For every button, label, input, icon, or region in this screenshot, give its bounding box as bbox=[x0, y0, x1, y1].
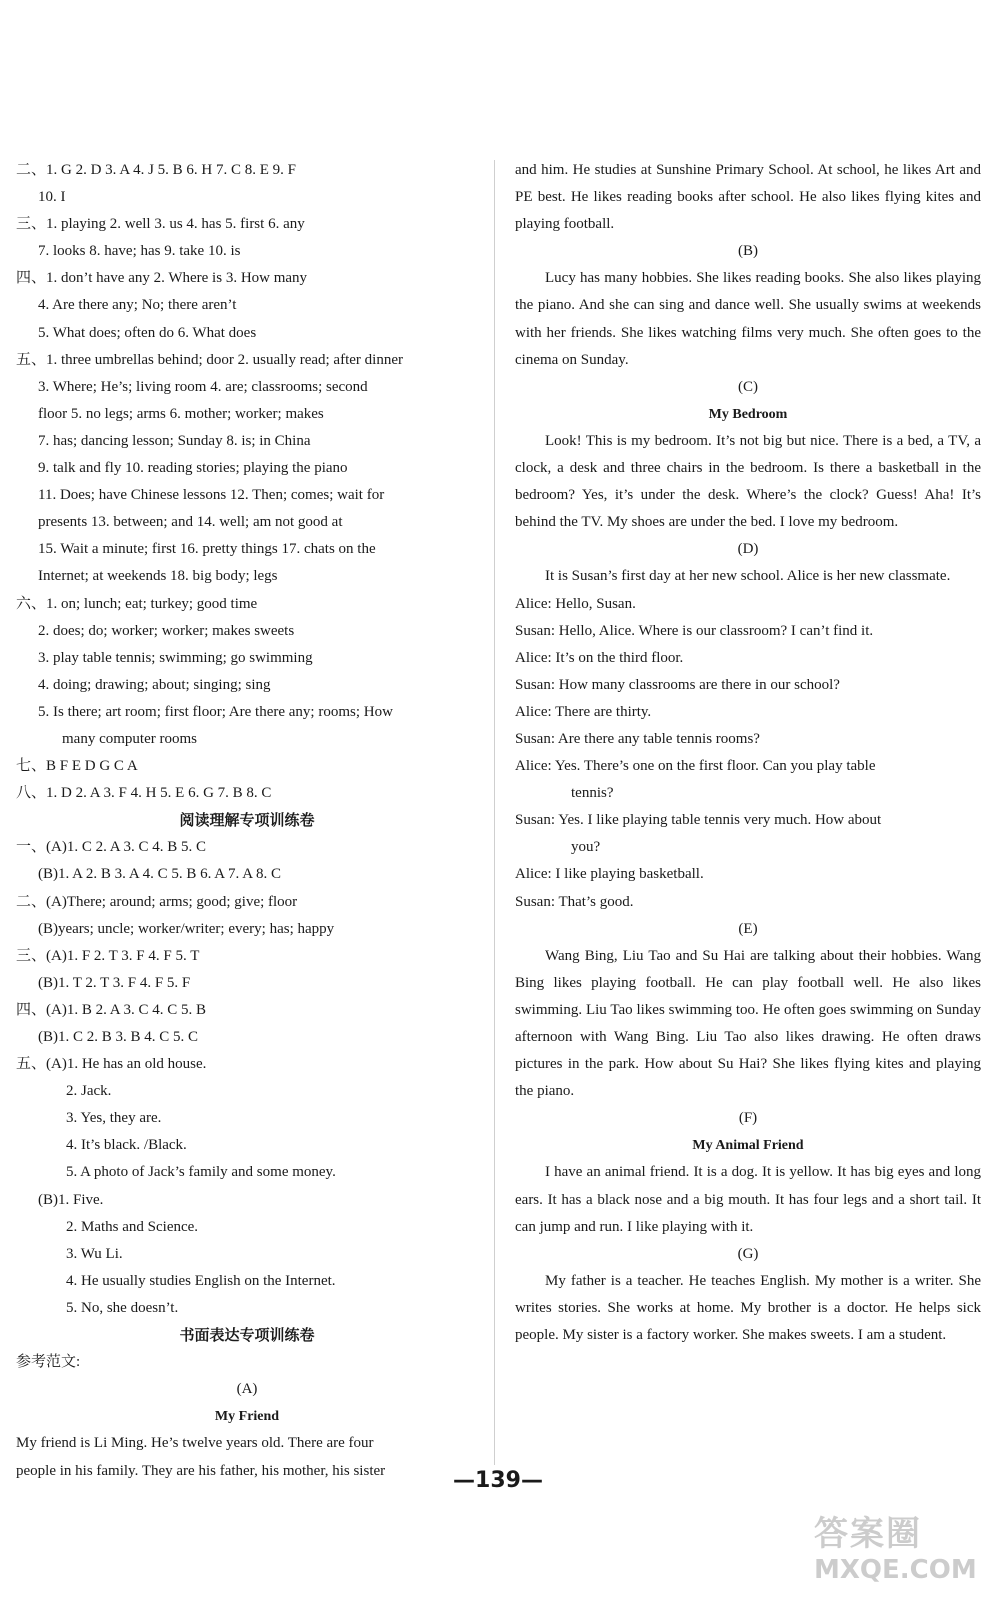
answer-line: 三、(A)1. F 2. T 3. F 4. F 5. T bbox=[16, 947, 200, 964]
left-column bbox=[16, 157, 478, 1485]
dialogue-text: Susan: Hello, Alice. Where is our classroom? I can’t find it. bbox=[515, 622, 874, 639]
answer-line: 二、1. G 2. D 3. A 4. J 5. B 6. H 7. C 8. E 9. F bbox=[16, 162, 297, 178]
column-divider bbox=[494, 160, 495, 1465]
passage-paragraph: Lucy has many hobbies. She likes reading books. She also likes playing the piano. And she can sing and dance well. She usually swims at weekends with her friends. She likes watching films very much. She often goes to the cinema on Sunday. bbox=[515, 270, 981, 368]
dialogue-line bbox=[515, 672, 981, 699]
dialogue-line bbox=[515, 807, 981, 861]
answer-line: 参考范文: bbox=[16, 1354, 81, 1371]
passage-title: My Animal Friend bbox=[692, 1138, 804, 1154]
answer-line: 5. A photo of Jack’s family and some money. bbox=[66, 1164, 336, 1181]
dialogue-line bbox=[515, 889, 981, 916]
essay-title: My Friend bbox=[214, 1409, 280, 1425]
passage-label: (C) bbox=[738, 378, 758, 395]
passage-label: (B) bbox=[738, 243, 758, 260]
answer-line: 四、(A)1. B 2. A 3. C 4. C 5. B bbox=[16, 1001, 207, 1018]
answer-line: (B)years; uncle; worker/writer; every; has; happy bbox=[38, 920, 335, 937]
dialogue-text: Alice: It’s on the third floor. bbox=[515, 649, 684, 666]
answer-line: 3. Yes, they are. bbox=[66, 1110, 162, 1127]
dialogue-text: Susan: Yes. I like playing table tennis very much. How about bbox=[515, 812, 882, 829]
passage-label: (F) bbox=[738, 1110, 758, 1127]
passage-paragraph: Look! This is my bedroom. It’s not big but nice. There is a bed, a TV, a clock, a desk and three chairs in the bedroom. Is there a basketball in the bedroom? Yes, it’s under the desk. Where’s the clock? Guess! Aha! It’s behind the TV. My shoes are under the bed. I love my bedroom. bbox=[515, 432, 981, 531]
answer-line: 五、1. three umbrellas behind; door 2. usually read; after dinner bbox=[16, 351, 403, 368]
watermark-logo: 答案圈 bbox=[814, 1514, 922, 1554]
answer-line: My friend is Li Ming. He’s twelve years old. There are four bbox=[16, 1435, 374, 1452]
answer-line: 一、(A)1. C 2. A 3. C 4. B 5. C bbox=[16, 839, 207, 856]
dialogue-text: Susan: Are there any table tennis rooms? bbox=[515, 730, 760, 747]
passage-label: (E) bbox=[738, 920, 758, 937]
dialogue-text: Alice: Yes. There’s one on the first floor. Can you play table bbox=[515, 758, 876, 775]
passage-paragraph: My father is a teacher. He teaches English. My mother is a writer. She writes stories. She works at home. My brother is a doctor. He helps sick people. My sister is a factory worker. She makes sweets. I am a student. bbox=[515, 1272, 981, 1344]
answer-line: 5. What does; often do 6. What does bbox=[38, 324, 257, 341]
watermark-site: MXQE.COM bbox=[814, 1555, 977, 1585]
answer-line: 2. Maths and Science. bbox=[66, 1218, 199, 1235]
passage-title: My Bedroom bbox=[708, 406, 788, 422]
answer-line: 4. He usually studies English on the Internet. bbox=[66, 1272, 336, 1289]
dialogue-line bbox=[515, 591, 981, 618]
watermark bbox=[814, 1506, 984, 1592]
dialogue-line bbox=[515, 726, 981, 753]
answer-line: 9. talk and fly 10. reading stories; playing the piano bbox=[38, 460, 348, 477]
answer-line: 三、1. playing 2. well 3. us 4. has 5. first 6. any bbox=[16, 216, 305, 233]
right-column bbox=[515, 157, 981, 1349]
answer-line: 15. Wait a minute; first 16. pretty things 17. chats on the bbox=[38, 541, 376, 558]
answer-line: 7. has; dancing lesson; Sunday 8. is; in China bbox=[38, 432, 311, 449]
answer-line: 五、(A)1. He has an old house. bbox=[16, 1056, 207, 1073]
answer-line: 二、(A)There; around; arms; good; give; floor bbox=[16, 893, 298, 910]
answer-line: (B)1. C 2. B 3. B 4. C 5. C bbox=[38, 1029, 199, 1045]
passage-label: (G) bbox=[737, 1245, 759, 1262]
dialogue-line bbox=[515, 645, 981, 672]
answer-line: 3. Wu Li. bbox=[66, 1245, 123, 1262]
answer-line: 六、1. on; lunch; eat; turkey; good time bbox=[16, 595, 258, 612]
section-heading: 阅读理解专项训练卷 bbox=[179, 811, 315, 830]
answer-line: (B)1. Five. bbox=[38, 1191, 104, 1208]
dialogue-continuation: you? bbox=[571, 839, 601, 856]
page-number: —139— bbox=[453, 1468, 543, 1493]
answer-line: 2. does; do; worker; worker; makes sweets bbox=[38, 622, 295, 639]
section-heading: 书面表达专项训练卷 bbox=[179, 1326, 315, 1345]
answer-line: (B)1. T 2. T 3. F 4. F 5. F bbox=[38, 974, 191, 991]
answer-line: 八、1. D 2. A 3. F 4. H 5. E 6. G 7. B 8. C bbox=[16, 785, 272, 802]
answer-line: 4. Are there any; No; there aren’t bbox=[38, 297, 237, 314]
dialogue-line bbox=[515, 699, 981, 726]
passage-paragraph: It is Susan’s first day at her new school. Alice is her new classmate. bbox=[545, 568, 951, 585]
passage-label: (D) bbox=[737, 541, 759, 558]
dialogue-text: Alice: There are thirty. bbox=[515, 703, 652, 720]
answer-line: 10. I bbox=[38, 189, 66, 206]
answer-line: 七、B F E D G C A bbox=[16, 758, 138, 775]
passage-paragraph: and him. He studies at Sunshine Primary School. At school, he likes Art and PE best. He likes reading books after school. He also likes flying kites and playing football. bbox=[515, 162, 981, 233]
answer-line: 3. play table tennis; swimming; go swimming bbox=[38, 649, 313, 666]
dialogue-line bbox=[515, 753, 981, 807]
answer-line: 3. Where; He’s; living room 4. are; classrooms; second bbox=[38, 378, 368, 395]
dialogue-line bbox=[515, 861, 981, 888]
answer-line: people in his family. They are his father, his mother, his sister bbox=[16, 1462, 386, 1479]
answer-line: 2. Jack. bbox=[66, 1083, 112, 1100]
answer-line: 5. No, she doesn’t. bbox=[66, 1299, 179, 1316]
answer-line: 4. It’s black. /Black. bbox=[66, 1137, 187, 1154]
dialogue-text: Susan: That’s good. bbox=[515, 893, 634, 910]
dialogue-text: Alice: Hello, Susan. bbox=[515, 595, 636, 612]
dialogue-line bbox=[515, 618, 981, 645]
answer-line: presents 13. between; and 14. well; am not good at bbox=[38, 514, 343, 531]
passage-paragraph: Wang Bing, Liu Tao and Su Hai are talking about their hobbies. Wang Bing likes playing football. He can play football well. He also likes swimming. Liu Tao likes swimming too. He often goes swimming on Sunday afternoon with Wang Bing. Liu Tao also likes drawing. He often draws pictures in the park. How about Su Hai? She likes flying kites and playing the piano. bbox=[515, 947, 981, 1100]
dialogue-text: Alice: I like playing basketball. bbox=[515, 866, 704, 883]
answer-line: 四、1. don’t have any 2. Where is 3. How many bbox=[16, 270, 308, 287]
answer-line: (A) bbox=[236, 1381, 258, 1398]
answer-line: 5. Is there; art room; first floor; Are there any; rooms; How bbox=[38, 703, 393, 720]
answer-line: 7. looks 8. have; has 9. take 10. is bbox=[38, 243, 241, 260]
answer-line: (B)1. A 2. B 3. A 4. C 5. B 6. A 7. A 8. C bbox=[38, 866, 281, 883]
answer-line: floor 5. no legs; arms 6. mother; worker; makes bbox=[38, 405, 324, 422]
dialogue-continuation: tennis? bbox=[571, 785, 614, 802]
dialogue-text: Susan: How many classrooms are there in our school? bbox=[515, 676, 840, 693]
passage-paragraph: I have an animal friend. It is a dog. It is yellow. It has big eyes and long ears. It has a black nose and a big mouth. It has four legs and a short tail. It can jump and run. I like playing with it. bbox=[515, 1164, 981, 1235]
answer-line: Internet; at weekends 18. big body; legs bbox=[38, 568, 278, 585]
answer-line: many computer rooms bbox=[62, 730, 197, 747]
answer-line: 4. doing; drawing; about; singing; sing bbox=[38, 676, 271, 693]
answer-line: 11. Does; have Chinese lessons 12. Then; comes; wait for bbox=[38, 487, 385, 504]
